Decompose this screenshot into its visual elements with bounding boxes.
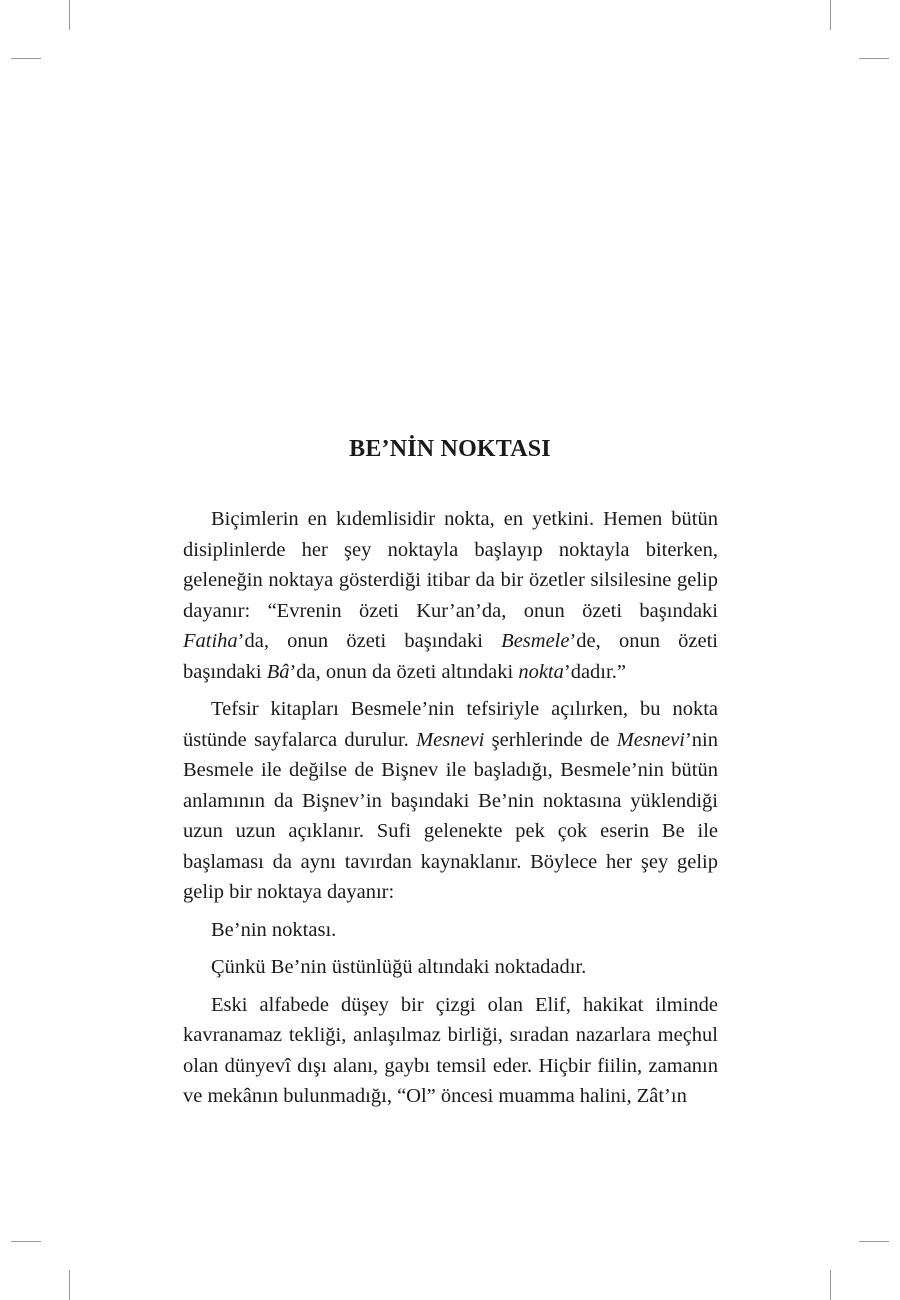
paragraph — [183, 915, 718, 946]
text-run: ’da, onun özeti başındaki — [237, 630, 502, 652]
italic-text-run: Fatiha — [183, 630, 238, 652]
paragraph — [183, 990, 718, 1112]
crop-mark — [859, 1241, 889, 1242]
text-run: Tefsir kitapları Besmele’nin tefsiriyle açılırken, bu nokta üstünde sayfalarca durulur. — [183, 698, 718, 751]
text-run: ’nin Besmele ile değilse de Bişnev ile başladığı, Besmele’nin bütün anlamının da Bişnev’in başındaki Be’nin noktasına yüklendiği uzun uzun açıklanır. Sufi gelenekte pek çok eserin Be ile başlaması da aynı tavırdan kaynaklanır. Böylece her şey gelip gelip bir noktaya dayanır: — [183, 728, 719, 903]
italic-text-run: Bâ — [266, 660, 290, 683]
italic-text-run: Mesnevi — [616, 728, 685, 751]
paragraph — [183, 694, 718, 908]
chapter-title: BE’NİN NOKTASI — [349, 436, 551, 462]
crop-mark — [69, 0, 70, 30]
paragraph — [183, 952, 718, 983]
text-run: Be’nin noktası. — [211, 918, 337, 941]
text-run: ’de, onun özeti başındaki — [183, 630, 718, 683]
text-run: Biçimlerin en kıdemlisidir nokta, en yetkini. Hemen bütün disiplinlerde her şey noktayla başlayıp noktayla biterken, geleneğin noktaya gösterdiği itibar da bir özetler silsilesine gelip dayanır: “Evrenin özeti Kur’an’da, onun özeti başındaki — [183, 508, 718, 622]
text-run: Çünkü Be’nin üstünlüğü altındaki noktadadır. — [211, 956, 587, 978]
italic-text-run: Besmele — [501, 630, 570, 652]
crop-mark — [11, 1241, 41, 1242]
chapter-body — [183, 504, 718, 1112]
italic-text-run: nokta — [518, 660, 564, 683]
crop-mark — [859, 58, 889, 59]
text-run: Eski alfabede düşey bir çizgi olan Elif, hakikat ilminde kavranamaz tekliği, anlaşılmaz birliği, sıradan nazarlara meçhul olan dünyevî dışı alanı, gaybı temsil eder. Hiçbir fiilin, zamanın ve mekânın bulunmadığı, “Ol” öncesi muamma halini, Zât’ın — [183, 993, 718, 1107]
italic-text-run: Mesnevi — [416, 728, 485, 751]
crop-mark — [69, 1270, 70, 1300]
crop-mark — [830, 1270, 831, 1300]
paragraph — [183, 504, 718, 687]
text-run: şerhlerinde de — [484, 728, 617, 751]
crop-mark — [830, 0, 831, 30]
text-run: ’dadır.” — [563, 660, 626, 683]
text-run: ’da, onun da özeti altındaki — [289, 660, 519, 683]
crop-mark — [11, 58, 41, 59]
